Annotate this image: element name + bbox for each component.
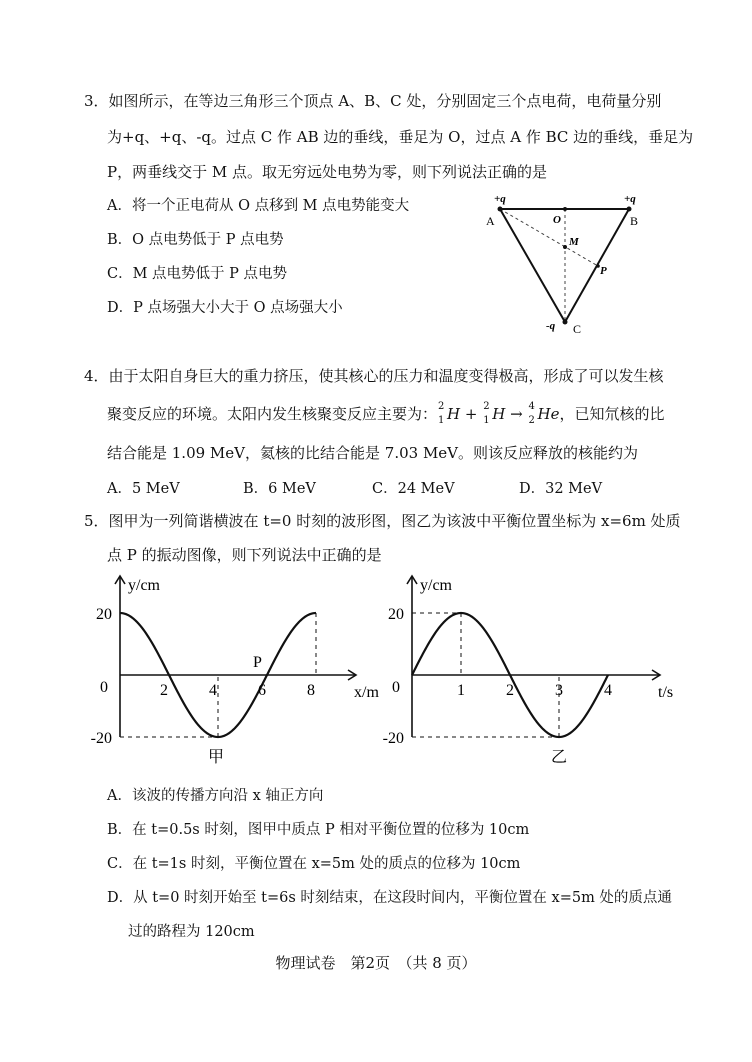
q5-option-a: A．该波的传播方向沿 x 轴正方向 xyxy=(107,788,324,804)
nuclide-h2 xyxy=(483,401,506,426)
q3-option-d: D．P 点场强大小大于 O 点场强大小 xyxy=(107,300,343,316)
q3-option-a: A．将一个正电荷从 O 点移到 M 点电势能变大 xyxy=(107,198,410,214)
jia-caption: 甲 xyxy=(208,749,225,766)
q4-stem-2b: ，已知氘核的比 xyxy=(559,405,665,423)
he-mass: 4 xyxy=(528,401,535,412)
jia-xtick-6: 6 xyxy=(258,682,266,699)
vertex-a-dot xyxy=(498,207,503,212)
jia-ytick-bottom: -20 xyxy=(90,730,112,747)
plus-sign: + xyxy=(464,405,478,423)
he-symbol: He xyxy=(537,405,560,423)
q4-stem-2: 聚变反应的环境。太阳内发生核聚变反应主要为： xyxy=(107,405,438,423)
h2-mass: 2 xyxy=(483,401,490,412)
q4-option-c: C．24 MeV xyxy=(372,481,455,497)
nuclide-h1 xyxy=(438,401,461,426)
q4-option-b: B．6 MeV xyxy=(243,481,316,497)
yi-ylabel: y/cm xyxy=(420,577,452,594)
h1-mass: 2 xyxy=(438,401,445,412)
q3-line-1 xyxy=(84,91,661,111)
perpendicular-ap xyxy=(500,209,598,266)
label-b: B xyxy=(630,214,639,228)
q4-number: 4． xyxy=(84,367,109,385)
charge-b: +q xyxy=(624,193,636,205)
q5-option-b: B．在 t=0.5s 时刻，图甲中质点 P 相对平衡位置的位移为 10cm xyxy=(107,822,530,838)
label-c: C xyxy=(573,322,582,336)
jia-ytick-zero: 0 xyxy=(100,679,108,696)
jia-ylabel: y/cm xyxy=(128,577,160,594)
q4-line-2 xyxy=(107,401,665,426)
vertex-b-dot xyxy=(627,207,632,212)
q3-stem-1: 如图所示，在等边三角形三个顶点 A、B、C 处，分别固定三个点电荷，电荷量分别 xyxy=(108,92,662,110)
yi-ytick-top: 20 xyxy=(388,606,404,623)
q3-option-c: C．M 点电势低于 P 点电势 xyxy=(107,266,288,282)
jia-xtick-8: 8 xyxy=(307,682,315,699)
fusion-reaction xyxy=(437,401,560,426)
yi-caption: 乙 xyxy=(551,749,568,766)
vertex-c-dot xyxy=(563,320,568,325)
vibration-chart-yi xyxy=(372,574,672,774)
point-o-dot xyxy=(563,207,567,211)
h1-charge: 1 xyxy=(438,415,445,426)
yi-xtick-3: 3 xyxy=(555,682,563,699)
wave-chart-jia xyxy=(84,574,379,774)
page-footer: 物理试卷 第2页 （共 8 页） xyxy=(275,954,477,972)
q3-line-3: P，两垂线交于 M 点。取无穷远处电势为零，则下列说法正确的是 xyxy=(107,163,547,181)
jia-xtick-2: 2 xyxy=(160,682,168,699)
label-a: A xyxy=(486,214,495,228)
charge-a: +q xyxy=(494,193,506,205)
q5-option-d: D．从 t=0 时刻开始至 t=6s 时刻结束，在这段时间内，平衡位置在 x=5m 处的质点通 xyxy=(107,890,672,906)
q4-option-a: A．5 MeV xyxy=(107,481,180,497)
yi-ytick-zero: 0 xyxy=(392,679,400,696)
jia-ytick-top: 20 xyxy=(96,606,112,623)
yi-ytick-bottom: -20 xyxy=(382,730,404,747)
yi-xlabel: t/s xyxy=(658,684,674,701)
q3-number: 3． xyxy=(84,92,109,110)
q5-number: 5． xyxy=(84,512,109,530)
yi-xtick-1: 1 xyxy=(457,682,465,699)
jia-xtick-4: 4 xyxy=(209,682,217,699)
q3-line-2: 为+q、+q、-q。过点 C 作 AB 边的垂线，垂足为 O，过点 A 作 BC 边的垂线，垂足为 xyxy=(107,128,694,146)
label-p: P xyxy=(600,265,607,277)
yi-xtick-4: 4 xyxy=(604,682,612,699)
point-m-dot xyxy=(563,245,567,249)
h2-charge: 1 xyxy=(483,415,490,426)
reaction-arrow: → xyxy=(510,405,523,423)
he-charge: 2 xyxy=(528,415,535,426)
q5-line-1 xyxy=(84,511,681,531)
triangle-figure xyxy=(472,188,652,348)
yi-xtick-2: 2 xyxy=(506,682,514,699)
q3-option-b: B．O 点电势低于 P 点电势 xyxy=(107,232,284,248)
q5-stem-1: 图甲为一列简谐横波在 t=0 时刻的波形图，图乙为该波中平衡位置坐标为 x=6m 处质 xyxy=(108,512,681,530)
h2-symbol: H xyxy=(492,405,506,423)
charge-c: -q xyxy=(546,320,556,332)
q4-line-3: 结合能是 1.09 MeV，氦核的比结合能是 7.03 MeV。则该反应释放的核能约为 xyxy=(107,444,639,462)
q5-line-2: 点 P 的振动图像，则下列说法中正确的是 xyxy=(107,546,382,564)
label-m: M xyxy=(569,236,579,248)
jia-point-p-label: P xyxy=(253,654,262,671)
label-o: O xyxy=(553,214,561,226)
jia-xlabel: x/m xyxy=(354,684,379,701)
q4-line-1 xyxy=(84,366,664,386)
q5-option-d-cont: 过的路程为 120cm xyxy=(128,924,255,940)
h1-symbol: H xyxy=(447,405,461,423)
q4-option-d: D．32 MeV xyxy=(519,481,603,497)
q4-stem-1: 由于太阳自身巨大的重力挤压，使其核心的压力和温度变得极高，形成了可以发生核 xyxy=(108,367,664,385)
q5-option-c: C．在 t=1s 时刻，平衡位置在 x=5m 处的质点的位移为 10cm xyxy=(107,856,521,872)
nuclide-he xyxy=(528,401,560,426)
